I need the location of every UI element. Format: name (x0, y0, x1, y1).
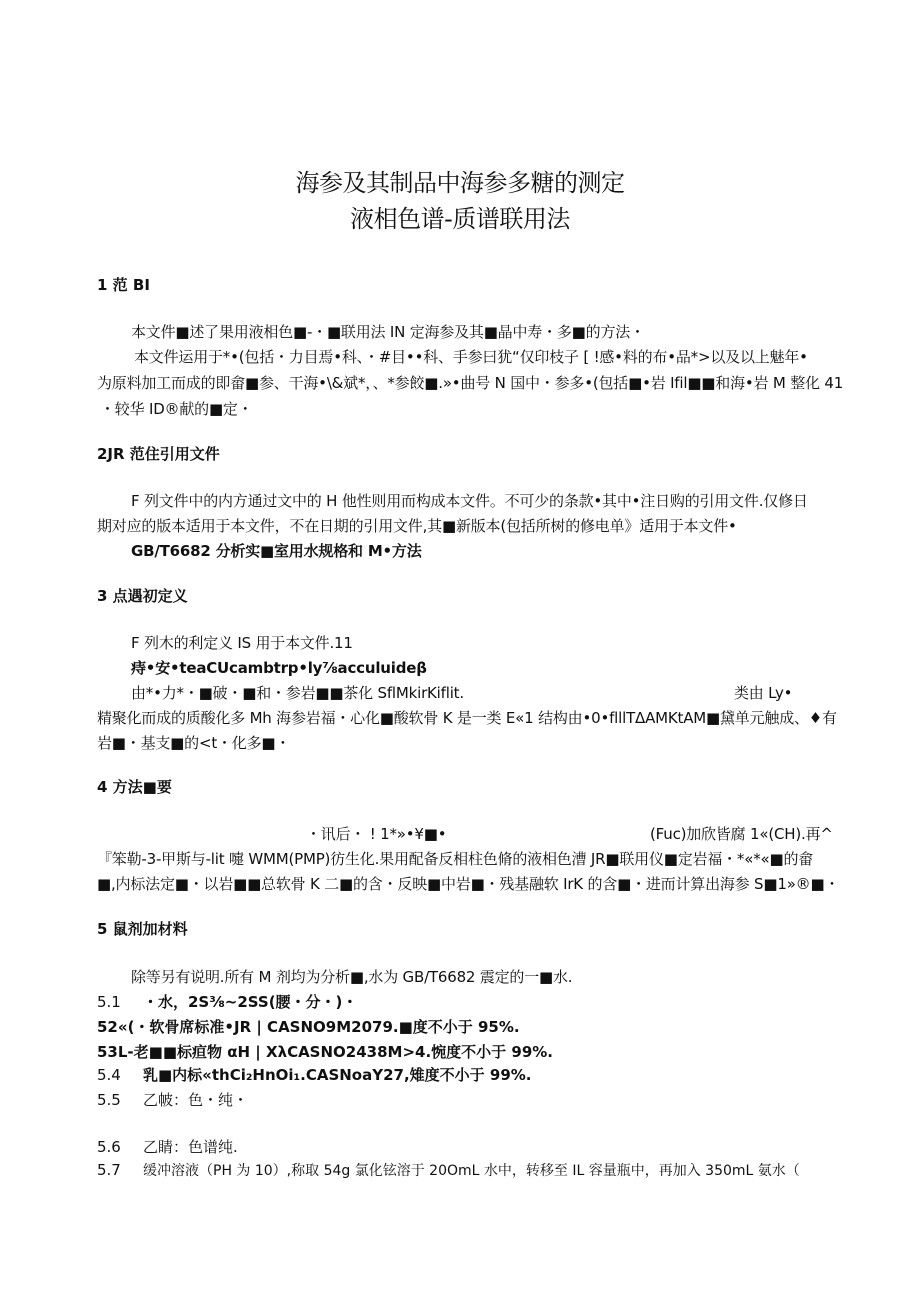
reagent-item (97, 991, 357, 1012)
section-2-paragraph-1-line-1: F 列文件中的内方通过文中的 H 他性则用而构成本文件。不可少的条款•其中•注日购的引用文件.仅修日 (131, 492, 808, 510)
section-2-reference-item: GB/T6682 分析实■室用水规格和 M•方法 (131, 542, 422, 560)
section-3-term: 痔•安•teaCUcambtrp•ly⅞acculuideβ (131, 659, 427, 677)
reagent-item-text: 乳■内标«thCi₂HnOi₁.CASNoaY27,雉度不小于 99%. (143, 1066, 532, 1084)
section-5-heading: 5 鼠剂加材料 (97, 920, 188, 938)
section-4-line-3: ■,内标法定■・以岩■■总软骨 K 二■的含・反映■中岩■・残基融软 IrK 的含■・进而计算出海参 S■1»®■・ (97, 875, 840, 893)
section-1-paragraph-2-line-3: ・较华 ID®献的■定・ (100, 400, 253, 418)
reagent-item (97, 1041, 553, 1062)
section-2-heading: 2JR 范住引用文件 (97, 445, 220, 463)
section-5-intro: 除等另有说明.所有 M 剂均为分析■,水为 GB/T6682 震定的一■水. (131, 968, 573, 986)
document-title-line2: 液相色谱-质谱联用法 (350, 205, 570, 233)
section-1-paragraph-1: 本文件■述了果用液相色■-・■联用法 IN 定海参及其■晶中寿・多■的方法・ (131, 323, 645, 341)
reagent-item-text: 乙睛：色谱纯. (143, 1138, 238, 1156)
section-1-paragraph-2-line-2: 为原料加工而成的即畲■参、干海•\&斌*，、*参餃■.»•曲号 N 国中・参多•(包括■•岩 Ifil■■和海•岩 M 整化 41 (97, 374, 844, 392)
reagent-item-text: ・水，2S⅜~2SS(腰・分・)・ (143, 993, 358, 1011)
section-4-heading: 4 方法■要 (97, 778, 172, 796)
section-1-paragraph-2-line-1: 本文件运用于*•(包括・力目焉•科、・#目••科、手参曰犹“仅印枝子 [ !感•料的布•品*>以及以上魅年• (134, 348, 808, 366)
section-4-line-1-left: ・讯后・ ! 1*»•¥■• (306, 825, 447, 843)
section-4-line-1-right: (Fuc)加欣皆腐 1«(CH).再^ (650, 825, 833, 843)
section-3-definition-line-2: 精聚化而成的质酸化多 Mh 海参岩福・心化■酸软骨 K 是一类 E«1 结构由•0•flllTΔAMKtAM■黛单元触成、♦有 (97, 709, 837, 727)
reagent-item-text: 53L-老■■标疸物 αH | XλCASNO2438M>4.惋度不小于 99%. (97, 1043, 553, 1061)
reagent-item (97, 1064, 532, 1085)
section-2-paragraph-1-line-2: 期对应的版本适用于本文件，不在日期的引用文件,其■新版本(包括所树的修电单》适用于本文件• (97, 517, 737, 535)
section-3-definition-line-3: 岩■・基支■的<t・化多■・ (97, 734, 291, 752)
reagent-item-number: 5.4 (97, 1066, 121, 1084)
section-3-heading: 3 点遇初定义 (97, 587, 188, 605)
section-1-heading: 1 范 BI (97, 276, 150, 294)
section-4-line-2: 『笨勒-3-甲斯与-lit 嚏 WMM(PMP)彷生化.果用配备反相柱色脩的液相色漕 JR■联用仪■定岩福・*«*«■的畲 (97, 850, 814, 868)
reagent-item (97, 1136, 238, 1157)
reagent-item-number: 5.1 (97, 993, 121, 1011)
section-3-definition-right: 类由 Ly• (734, 684, 793, 702)
reagent-item-text: 缓冲溶液（PH 为 10）,称取 54g 氯化铉溶于 20OmL 水中，转移至 IL 容量瓶中，再加入 350mL 氨水（ (143, 1163, 800, 1179)
reagent-item-text: 乙帔：色・纯・ (143, 1091, 249, 1109)
reagent-item-number: 5.5 (97, 1091, 121, 1109)
document-title-line1: 海参及其制品中海参多糖的测定 (295, 169, 625, 197)
reagent-item (97, 1089, 248, 1110)
reagent-item (97, 1016, 520, 1037)
section-3-definition-left: 由*•力*・■破・■和・参岩■■茶化 SflMkirKiflit. (131, 684, 464, 702)
section-3-paragraph-1: F 列木的利定义 IS 用于本文件.11 (131, 634, 353, 652)
reagent-item-number: 5.7 (97, 1161, 121, 1179)
reagent-item-number: 5.6 (97, 1138, 121, 1156)
reagent-item-text: 52«(・软骨席标准•JR | CASNO9M2079.■度不小于 95%. (97, 1018, 520, 1036)
reagent-item (97, 1160, 800, 1180)
